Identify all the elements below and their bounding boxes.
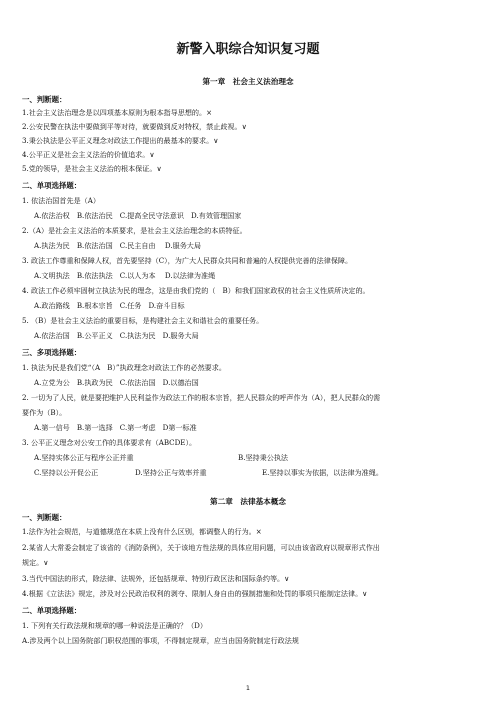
ch2-judgment-2-line1: 2.某省人大常委会制定了该省的《消防条例》，关于该地方性法规的具体应用问题，可以由该省政府以规章形式作出 (22, 543, 380, 552)
ch1-multi-q3-option-b: B.坚持秉公执法 (238, 453, 289, 462)
ch1-judgment-4: 4.公平正义是社会主义法治的价值追求。∨ (22, 150, 155, 159)
ch1-multi-q2-line1: 2. 一切为了人民，就是要把维护人民利益作为政法工作的根本宗旨，把人民群众的呼声作为（A），把人民群众的需 (22, 393, 381, 402)
ch1-multi-q2-options: A.第一信号 B.第一选择 C.第一考虑 D第一标准 (34, 423, 197, 432)
ch1-single-q4: 4. 政法工作必须牢固树立执法为民的理念，这是由我们党的（ B）和我们国家政权的社会主义性质所决定的。 (22, 286, 370, 295)
ch1-section-single-choice: 二、单项选择题： (22, 181, 82, 190)
ch1-multi-q3-option-a: A.坚持实体公正与程序公正并重 (34, 453, 134, 462)
ch1-single-q5-options: A.依法治国 B.公平正义 C.执法为民 D.服务大局 (34, 331, 199, 340)
ch2-section-single-choice: 二、单项选择题： (22, 606, 82, 615)
ch1-judgment-5: 5.党的领导，是社会主义法治的根本保证。∨ (22, 164, 162, 173)
ch1-single-q3: 3. 政法工作尊重和保障人权，首先要坚持（C），为广大人民群众共同和普遍的人权提供完善的法律保障。 (22, 256, 353, 265)
ch1-section-multiple-choice: 三、多项选择题： (22, 348, 82, 357)
ch2-single-q1: 1. 下列有关行政法规和规章的哪一种说法是正确的？（D） (22, 621, 207, 630)
ch1-judgment-3: 3.秉公执法是公平正义理念对政法工作提出的最基本的要求。∨ (22, 136, 219, 145)
ch1-judgment-1: 1.社会主义法治理念是以四项基本原则为根本指导思想的。× (22, 108, 213, 117)
ch1-multi-q3: 3. 公平正义理念对公安工作的具体要求有（ABCDE）。 (22, 438, 197, 447)
ch1-judgment-2: 2.公安民警在执法中要做到平等对待，就要做到反对特权，禁止歧视。∨ (22, 122, 247, 131)
ch2-section-judgment: 一、判断题： (22, 513, 67, 522)
ch1-multi-q3-option-c: C.坚持以公开促公正 (34, 468, 99, 477)
ch1-multi-q1: 1. 执法为民是我们党“（A B）”执政理念对政法工作的必然要求。 (22, 363, 226, 372)
ch1-single-q3-options: A.文明执法 B.依法执法 C.以人为本 D.以法律为准绳 (34, 271, 216, 280)
ch1-multi-q3-option-d: D.坚持公正与效率并重 (135, 468, 207, 477)
chapter-1-heading: 第一章 社会主义法治理念 (202, 77, 294, 86)
ch1-single-q2: 2.（A）是社会主义法治的本质要求，是社会主义法治理念的本质特征。 (22, 226, 247, 235)
chapter-2-heading: 第二章 法律基本概念 (210, 497, 286, 506)
ch1-single-q1-options: A.依法治权 B.依法治民 C.提高全民守法意识 D.有效管理国家 (34, 211, 242, 220)
ch1-single-q1: 1. 依法治国首先是（A） (22, 196, 100, 205)
document-title: 新警入职综合知识复习题 (176, 42, 320, 57)
ch2-single-q1-option-a: A.涉及两个以上国务院部门职权范围的事项，不得制定规章，应当由国务院制定行政法规 (22, 636, 299, 645)
ch1-multi-q1-options: A.立党为公 B.执政为民 C.依法治国 D.以德治国 (34, 378, 199, 387)
ch2-judgment-2-line2: 规定。∨ (22, 558, 49, 567)
ch2-judgment-3: 3.当代中国法的形式，除法律、法规外，还包括规章、特别行政区法和国际条约等。∨ (22, 574, 290, 583)
ch2-judgment-4: 4.根据《立法法》规定，涉及对公民政治权利的剥夺、限制人身自由的强制措施和处罚的事项只能制定法律。∨ (22, 589, 368, 598)
ch1-multi-q3-option-e: E.坚持以事实为依据，以法律为准绳。 (262, 468, 383, 477)
ch1-single-q5: 5. （B）是社会主义法治的重要目标，是构建社会主义和谐社会的重要任务。 (22, 316, 264, 325)
ch1-multi-q2-line2: 要作为（B）。 (22, 408, 67, 417)
ch1-single-q4-options: A.政治路线 B.根本宗旨 C.任务 D.奋斗目标 (34, 301, 185, 310)
page-number: 1 (245, 684, 251, 692)
ch2-judgment-1: 1.法作为社会规范，与道德规范在本质上没有什么区别，都调整人的行为。× (22, 527, 262, 536)
ch1-single-q2-options: A.执法为民 B.依法治国 C.民主自由 D.服务大局 (34, 241, 201, 250)
ch1-section-judgment: 一、判断题： (22, 95, 67, 104)
